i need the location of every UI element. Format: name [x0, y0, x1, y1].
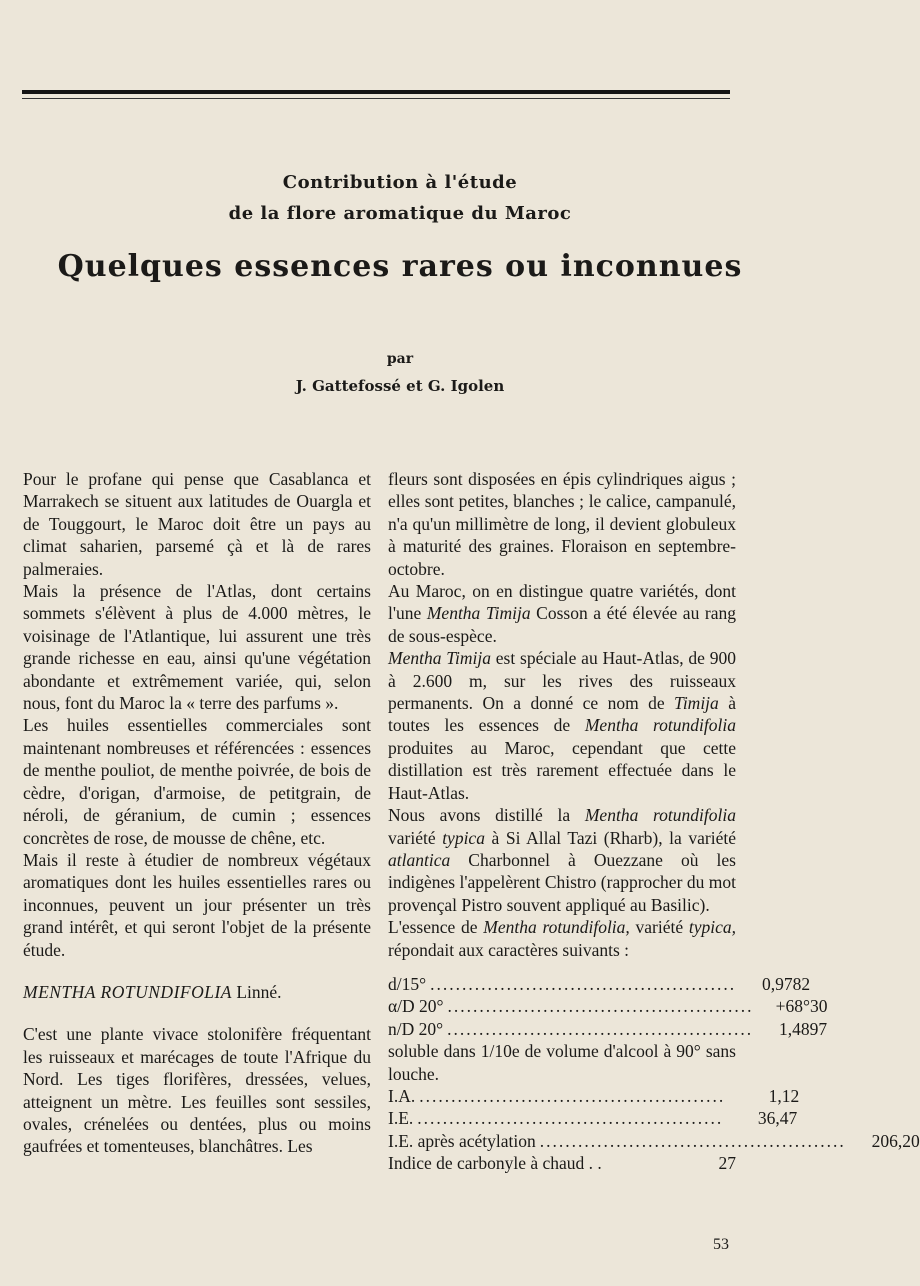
right-column	[388, 468, 920, 1175]
paragraph: L'essence de Mentha rotundifolia, variété typica, répondait aux caractères suivants :	[388, 917, 736, 960]
header-rule-thin	[22, 98, 730, 99]
data-row: I.A. ................................................ 1,12	[388, 1085, 800, 1106]
left-column	[23, 468, 371, 1158]
article-title: Quelques essences rares ou inconnues	[57, 249, 743, 284]
paragraph: Les huiles essentielles commerciales sont maintenant nombreuses et référencées : essences de menthe pouliot, de menthe poivrée, de bois de cèdre, d'origan, d'armoise, de petitgrain, de néroli, de géranium, de cumin ; essences concrètes de rose, de mousse de chêne, etc.	[23, 715, 371, 848]
kicker-line-2: de la flore aromatique du Maroc	[228, 203, 572, 224]
constants-table-1	[388, 973, 828, 1040]
data-row: I.E. ................................................ 36,47	[388, 1108, 798, 1129]
paragraph: Mais la présence de l'Atlas, dont certains sommets s'élèvent à plus de 4.000 mètres, le voisinage de l'Atlantique, lui assurent une très grande richesse en eau, ainsi qu'une végétation abondante et extrêmement variée, qui, selon nous, font du Maroc la « terre des parfums ».	[23, 581, 371, 714]
section-heading	[23, 981, 371, 1003]
paragraph: C'est une plante vivace stolonifère fréquentant les ruisseaux et marécages de toute l'Afrique du Nord. Les tiges florifères, dressées, velues, atteignent un mètre. Les feuilles sont sessiles, ovales, crénelées ou dentées, plus ou moins gaufrées et tomenteuses, blanchâtres. Les	[23, 1024, 371, 1157]
data-row: Indice de carbonyle à chaud . . 27	[388, 1153, 736, 1174]
page-number: 53	[713, 1236, 729, 1253]
section-heading-species: MENTHA ROTUNDIFOLIA	[23, 981, 232, 1002]
constants-table-2	[388, 1085, 920, 1175]
byline-authors: J. Gattefossé et G. Igolen	[295, 377, 505, 395]
data-row: d/15° ................................................ 0,9782	[388, 973, 811, 994]
paragraph: Pour le profane qui pense que Casablanca et Marrakech se situent aux latitudes de Ouargla et de Touggourt, le Maroc doit être un pays au climat saharien, parsemé çà et là de rares palmeraies.	[23, 469, 371, 579]
byline-par: par	[386, 351, 414, 367]
data-row: I.E. après acétylation ................................................ 206,20	[388, 1130, 920, 1151]
solubility-note: soluble dans 1/10e de volume d'alcool à 90° sans louche.	[388, 1041, 736, 1084]
section-heading-author: Linné.	[236, 981, 282, 1002]
data-row: n/D 20° ................................................ 1,4897	[388, 1018, 828, 1039]
kicker-line-1: Contribution à l'étude	[282, 172, 518, 193]
paragraph: Au Maroc, on en distingue quatre variétés, dont l'une Mentha Timija Cosson a été élevée au rang de sous-espèce.	[388, 581, 736, 646]
data-row: α/D 20° ................................................ +68°30	[388, 996, 828, 1017]
paragraph: Mentha Timija est spéciale au Haut-Atlas, de 900 à 2.600 m, sur les rives des ruisseaux permanents. On a donné ce nom de Timija à toutes les essences de Mentha rotundifolia produites au Maroc, cependant que cette distillation est très rarement effectuée dans le Haut-Atlas.	[388, 648, 736, 803]
paragraph: Mais il reste à étudier de nombreux végétaux aromatiques dont les huiles essentielles rares ou inconnues, peuvent un jour présenter un très grand intérêt, et qui seront l'objet de la présente étude.	[23, 849, 371, 960]
paragraph: Nous avons distillé la Mentha rotundifolia variété typica à Si Allal Tazi (Rharb), la variété atlantica Charbonnel à Ouezzane où les indigènes l'appelèrent Chistro (rapprocher du mot provençal Pistro souvent appliqué au Basilic).	[388, 805, 736, 915]
paragraph: fleurs sont disposées en épis cylindriques aigus ; elles sont petites, blanches ; le calice, campanulé, n'a qu'un millimètre de long, il devient globuleux à maturité des graines. Floraison en septembre-octobre.	[388, 469, 736, 579]
header-rule-thick	[22, 90, 730, 94]
